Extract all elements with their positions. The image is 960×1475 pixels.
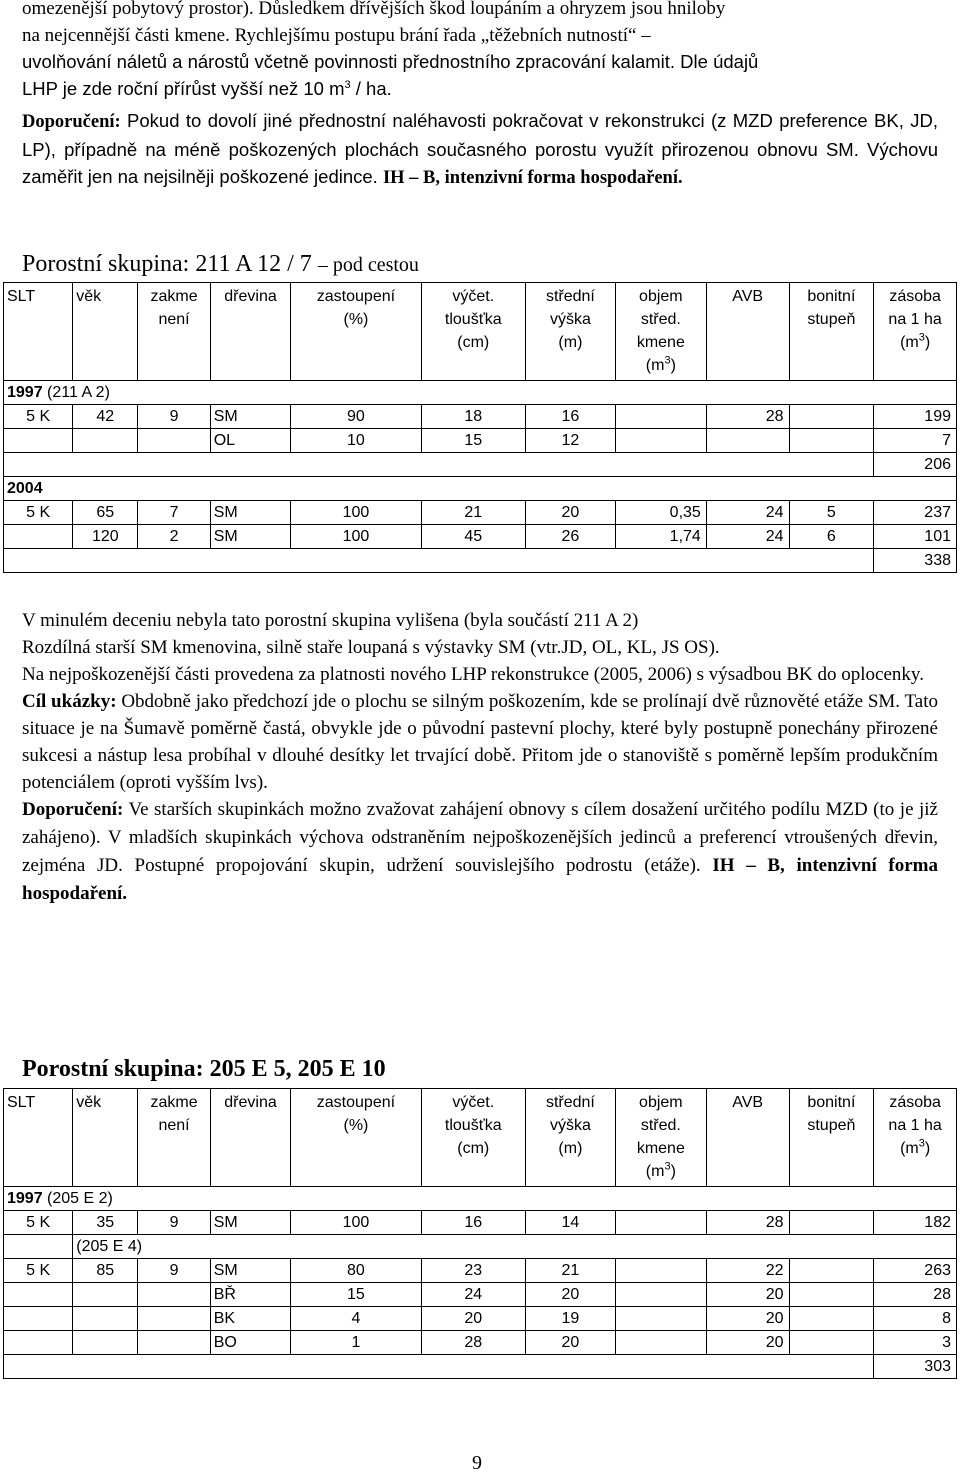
cell-slt: 5 K [4, 1259, 73, 1283]
table-row [4, 501, 957, 525]
total-cell: 303 [874, 1355, 957, 1379]
cell-slt: 5 K [4, 1211, 73, 1235]
col-avb [706, 283, 789, 381]
col-site-index [789, 1089, 874, 1187]
table-row [4, 1307, 957, 1331]
section-label [4, 477, 957, 501]
cell-species: SM [210, 405, 291, 429]
table-row-total [4, 549, 957, 573]
hdr-dbh-2: tloušťka [444, 1117, 502, 1134]
cell-age: 42 [73, 405, 138, 429]
cell-stock: 3 [874, 1331, 957, 1355]
cell-dbh: 28 [421, 1331, 525, 1355]
hdr-height-2: výška [549, 311, 591, 328]
section-year: 2004 [7, 479, 43, 497]
cell-species: BO [210, 1331, 291, 1355]
group1-title [22, 250, 419, 279]
table1-section-1997 [4, 381, 957, 405]
col-share [291, 283, 421, 381]
section-year: 1997 [7, 1189, 43, 1207]
table-row [4, 1331, 957, 1355]
table2-header-row [4, 1089, 957, 1187]
cell-age [73, 1331, 138, 1355]
table-row [4, 1259, 957, 1283]
cell-slt [4, 1307, 73, 1331]
recommendation-management: IH – B, intenzivní forma hospodaření. [22, 855, 938, 904]
cell-volume [615, 1259, 706, 1283]
col-slt [4, 1089, 73, 1187]
hdr-height-2: výška [549, 1117, 591, 1134]
cell-slt [4, 525, 73, 549]
cell-volume: 0,35 [615, 501, 706, 525]
unit-superscript: 3 [344, 78, 351, 91]
cell-stocking [138, 1283, 210, 1307]
cell-share: 15 [291, 1283, 421, 1307]
hdr-stock-sup: 3 [918, 1137, 925, 1150]
cell-stocking: 9 [138, 1211, 210, 1235]
cell-slt: 5 K [4, 405, 73, 429]
hdr-volume-end: ) [670, 357, 676, 374]
hdr-height-1: střední [545, 1094, 595, 1111]
hdr-avb: AVB [732, 1094, 764, 1111]
table-row [4, 1211, 957, 1235]
hdr-site-1: bonitní [807, 288, 856, 305]
cell-height: 21 [525, 1259, 615, 1283]
intro-line-2: na nejcennější části kmene. Rychlejšímu postupu brání řada „těžebních nutností“ – [22, 24, 651, 46]
hdr-height-1: střední [545, 288, 595, 305]
hdr-site-2: stupeň [807, 1117, 856, 1134]
cell-share: 100 [291, 525, 421, 549]
cell-volume [615, 1307, 706, 1331]
hdr-stocking-2: není [158, 1117, 190, 1134]
hdr-share-1: zastoupení [316, 288, 396, 305]
hdr-stock-1: zásoba [889, 288, 941, 305]
cell-species: BK [210, 1307, 291, 1331]
cell-share: 4 [291, 1307, 421, 1331]
table-row [4, 525, 957, 549]
cell-dbh: 15 [421, 429, 525, 453]
hdr-avb: AVB [732, 288, 764, 305]
cell-stocking [138, 1307, 210, 1331]
cell-height: 14 [525, 1211, 615, 1235]
note-reconstruction: Na nejpoškozenější části provedena za platnosti nového LHP rekonstrukce (2005, 2006) s výsadbou BK do oplocenky. [22, 664, 924, 685]
cell-avb: 24 [706, 501, 789, 525]
hdr-stocking-1: zakme [150, 288, 198, 305]
recommendation-management: IH – B, intenzivní forma hospodaření. [382, 168, 683, 188]
col-volume [615, 283, 706, 381]
cell-site-index [789, 429, 874, 453]
cell-age: 65 [73, 501, 138, 525]
hdr-dbh-2: tloušťka [444, 311, 502, 328]
section-label [4, 381, 957, 405]
hdr-slt: SLT [7, 1094, 36, 1111]
cell-age: 35 [73, 1211, 138, 1235]
hdr-volume-3: kmene [636, 334, 685, 351]
hdr-site-2: stupeň [807, 311, 856, 328]
group1-title-suffix: – pod cestou [317, 254, 419, 276]
cell-dbh: 21 [421, 501, 525, 525]
hdr-volume-2: střed. [640, 1117, 681, 1134]
cell-stock: 7 [874, 429, 957, 453]
col-stocking [138, 283, 210, 381]
cell-avb: 22 [706, 1259, 789, 1283]
recommendation-label: Doporučení: [22, 112, 121, 132]
cell-slt [4, 1283, 73, 1307]
cell-share: 1 [291, 1331, 421, 1355]
goal-text: Obdobně jako předchozí jde o plochu se silným poškozením, kde se prolínají dvě různověté etáže SM. Tato situace je na Šumavě poměrně častá, obvykle jde o původní pastevní plochy, které byly postupně ponechány přirozené sukcesi a nástup lesa probíhal v dlouhé desítky let trvající době. Přitom jde o stanoviště s poměrně lepším produkčním potenciálem (oproti vyšším lvs). [22, 691, 938, 793]
cell-dbh: 45 [421, 525, 525, 549]
cell-avb: 28 [706, 405, 789, 429]
hdr-share-2: (%) [343, 1117, 369, 1134]
cell-species: SM [210, 1259, 291, 1283]
cell-slt: 5 K [4, 501, 73, 525]
hdr-stock-2: na 1 ha [888, 311, 942, 328]
table1-header-row [4, 283, 957, 381]
cell-site-index [789, 405, 874, 429]
hdr-volume-sup: 3 [664, 1160, 671, 1173]
hdr-height-3: (m) [558, 1140, 583, 1157]
cell-stock: 182 [874, 1211, 957, 1235]
intro-line-3: uvolňování náletů a nárostů včetně povinnosti přednostního zpracování kalamit. Dle údajů [22, 51, 759, 72]
col-height [525, 283, 615, 381]
cell-avb: 20 [706, 1331, 789, 1355]
cell-stock: 8 [874, 1307, 957, 1331]
cell-height: 19 [525, 1307, 615, 1331]
stand-table-2 [3, 1088, 957, 1379]
cell-species: BŘ [210, 1283, 291, 1307]
hdr-dbh-1: výčet. [452, 1094, 495, 1111]
cell-slt [4, 1331, 73, 1355]
note-previous-decade: V minulém deceniu nebyla tato porostní skupina vylišena (byla součástí 211 A 2) [22, 610, 639, 631]
section-year: 1997 [7, 383, 43, 401]
col-slt [4, 283, 73, 381]
cell-species: SM [210, 525, 291, 549]
cell-volume: 1,74 [615, 525, 706, 549]
total-spacer [4, 453, 874, 477]
cell-dbh: 24 [421, 1283, 525, 1307]
cell-site-index: 5 [789, 501, 874, 525]
hdr-species: dřevina [224, 1094, 277, 1111]
cell-avb: 28 [706, 1211, 789, 1235]
hdr-volume-1: objem [639, 1094, 683, 1111]
cell-volume [615, 429, 706, 453]
col-avb [706, 1089, 789, 1187]
hdr-share-1: zastoupení [316, 1094, 396, 1111]
total-spacer [4, 549, 874, 573]
cell-stock: 101 [874, 525, 957, 549]
intro-line-1: omezenější pobytový prostor). Důsledkem dřívějších škod loupáním a ohryzem jsou hniloby [22, 0, 726, 19]
cell-site-index [789, 1307, 874, 1331]
intro-line-4 [22, 76, 938, 103]
group2-title: Porostní skupina: 205 E 5, 205 E 10 [22, 1056, 386, 1082]
group1-title-text: Porostní skupina: 211 A 12 / 7 [22, 251, 318, 277]
table-row-total [4, 1355, 957, 1379]
middle-text [22, 607, 938, 908]
group2-heading [22, 1055, 386, 1083]
goal-paragraph [22, 688, 938, 796]
table2-section-sub [4, 1235, 957, 1259]
note-description: Rozdílná starší SM kmenovina, silně staře loupaná s výstavky SM (vtr.JD, OL, KL, JS OS). [22, 637, 720, 658]
hdr-slt: SLT [7, 288, 36, 305]
cell-avb: 24 [706, 525, 789, 549]
section-label [4, 1187, 957, 1211]
hdr-volume-sup: 3 [664, 354, 671, 367]
section-ref: (211 A 2) [42, 383, 110, 401]
cell-dbh: 18 [421, 405, 525, 429]
col-species [210, 283, 291, 381]
hdr-age: věk [76, 288, 102, 305]
hdr-stock-sup: 3 [918, 331, 925, 344]
hdr-volume-4: (m [645, 1163, 665, 1180]
cell-stocking [138, 1331, 210, 1355]
cell-height: 26 [525, 525, 615, 549]
increment-unit: / ha. [350, 77, 392, 99]
cell-height: 20 [525, 1331, 615, 1355]
cell-avb: 20 [706, 1307, 789, 1331]
cell-volume [615, 1283, 706, 1307]
col-volume [615, 1089, 706, 1187]
hdr-volume-4: (m [645, 357, 665, 374]
cell-stock: 28 [874, 1283, 957, 1307]
cell-age: 120 [73, 525, 138, 549]
cell-stock: 263 [874, 1259, 957, 1283]
increment-text: LHP je zde roční přírůst vyšší než 10 m [22, 77, 345, 99]
cell-share: 10 [291, 429, 421, 453]
recommendation-body: Ve starších skupinkách možno zvažovat zahájení obnovy s cílem dosažení určitého podílu MZD (to je již zahájeno). V mladších skupinkách výchova odstraněním nejpoškozenějších jedinců a preferencí vtroušených dřevin, zejména JD. Postupné propojování skupin, udržení souvislejšího podrostu (etáže). [22, 799, 938, 876]
hdr-height-3: (m) [558, 334, 583, 351]
col-age [73, 1089, 138, 1187]
cell-height: 20 [525, 501, 615, 525]
recommendation-body: Pokud to dovolí jiné přednostní naléhavosti pokračovat v rekonstrukci (z MZD preference BK, JD, LP), případně na méně poškozených plochách současného porostu využít přirozenou obnovu SM. Výchovu zaměřit jen na nejsilněji poškozené jedince. [22, 110, 938, 187]
cell-age [73, 1283, 138, 1307]
cell-avb [706, 429, 789, 453]
hdr-volume-1: objem [639, 288, 683, 305]
hdr-species: dřevina [224, 288, 277, 305]
cell-site-index [789, 1331, 874, 1355]
col-species [210, 1089, 291, 1187]
hdr-stock-1: zásoba [889, 1094, 941, 1111]
table-row [4, 429, 957, 453]
goal-label: Cíl ukázky: [22, 691, 117, 712]
col-height [525, 1089, 615, 1187]
cell-stocking: 9 [138, 405, 210, 429]
recommendation-paragraph-2 [22, 796, 938, 908]
hdr-stock-2: na 1 ha [888, 1117, 942, 1134]
section-spacer [4, 1235, 73, 1259]
stand-table-1 [3, 282, 957, 573]
col-age [73, 283, 138, 381]
hdr-stocking-2: není [158, 311, 190, 328]
cell-volume [615, 1211, 706, 1235]
recommendation-paragraph-1 [22, 107, 938, 192]
col-dbh [421, 283, 525, 381]
cell-dbh: 23 [421, 1259, 525, 1283]
hdr-volume-end: ) [670, 1163, 676, 1180]
cell-height: 12 [525, 429, 615, 453]
col-stocking [138, 1089, 210, 1187]
cell-stocking: 9 [138, 1259, 210, 1283]
intro-paragraph [22, 0, 938, 102]
cell-share: 100 [291, 1211, 421, 1235]
recommendation-text [22, 107, 938, 192]
col-dbh [421, 1089, 525, 1187]
table1-section-2004 [4, 477, 957, 501]
cell-site-index [789, 1283, 874, 1307]
cell-slt [4, 429, 73, 453]
cell-share: 90 [291, 405, 421, 429]
cell-species: OL [210, 429, 291, 453]
cell-height: 16 [525, 405, 615, 429]
col-share [291, 1089, 421, 1187]
hdr-age: věk [76, 1094, 102, 1111]
cell-age: 85 [73, 1259, 138, 1283]
hdr-stock-3: (m [900, 1140, 919, 1157]
table-row-total [4, 453, 957, 477]
section-ref: (205 E 2) [42, 1189, 113, 1207]
hdr-volume-2: střed. [640, 311, 681, 328]
cell-height: 20 [525, 1283, 615, 1307]
cell-stock: 237 [874, 501, 957, 525]
hdr-stocking-1: zakme [150, 1094, 198, 1111]
table2-section-1997 [4, 1187, 957, 1211]
cell-species: SM [210, 501, 291, 525]
cell-site-index: 6 [789, 525, 874, 549]
section-ref: (205 E 4) [73, 1235, 957, 1259]
cell-volume [615, 405, 706, 429]
cell-share: 100 [291, 501, 421, 525]
cell-age [73, 429, 138, 453]
group1-heading [22, 250, 419, 279]
cell-stock: 199 [874, 405, 957, 429]
cell-share: 80 [291, 1259, 421, 1283]
total-cell: 338 [874, 549, 957, 573]
cell-stocking [138, 429, 210, 453]
table-row [4, 405, 957, 429]
cell-stocking: 2 [138, 525, 210, 549]
hdr-stock-end: ) [924, 1140, 931, 1157]
page-number: 9 [472, 1452, 482, 1474]
cell-dbh: 20 [421, 1307, 525, 1331]
hdr-dbh-1: výčet. [452, 288, 495, 305]
hdr-dbh-3: (cm) [457, 334, 490, 351]
cell-species: SM [210, 1211, 291, 1235]
cell-avb: 20 [706, 1283, 789, 1307]
cell-stocking: 7 [138, 501, 210, 525]
cell-dbh: 16 [421, 1211, 525, 1235]
total-cell: 206 [874, 453, 957, 477]
hdr-dbh-3: (cm) [457, 1140, 490, 1157]
total-spacer [4, 1355, 874, 1379]
hdr-stock-end: ) [924, 334, 931, 351]
cell-volume [615, 1331, 706, 1355]
table-row [4, 1283, 957, 1307]
hdr-site-1: bonitní [807, 1094, 856, 1111]
cell-site-index [789, 1259, 874, 1283]
hdr-volume-3: kmene [636, 1140, 685, 1157]
col-stock [874, 1089, 957, 1187]
cell-site-index [789, 1211, 874, 1235]
recommendation-label: Doporučení: [22, 799, 124, 820]
cell-age [73, 1307, 138, 1331]
hdr-share-2: (%) [343, 311, 369, 328]
col-stock [874, 283, 957, 381]
col-site-index [789, 283, 874, 381]
hdr-stock-3: (m [900, 334, 919, 351]
